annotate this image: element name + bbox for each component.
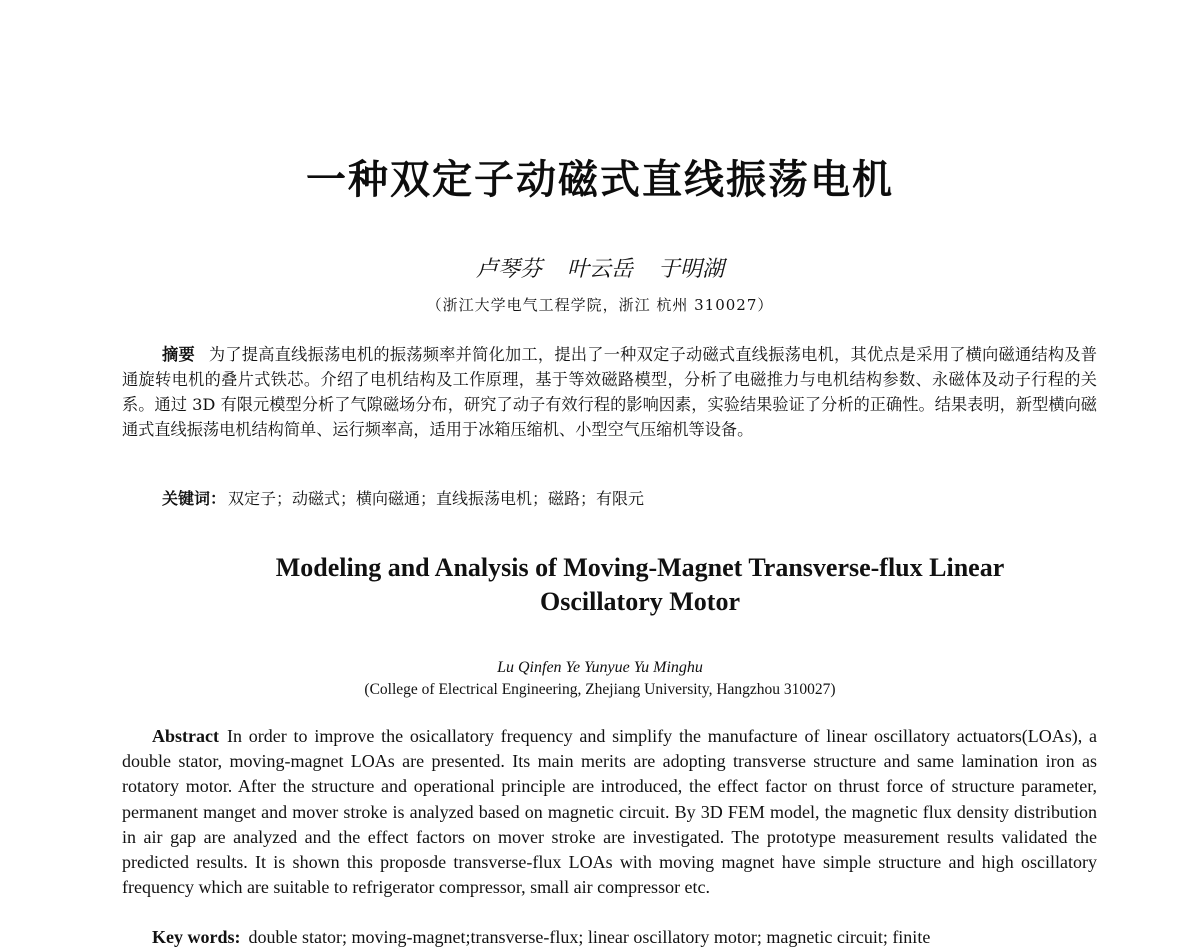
english-abstract-text: In order to improve the osicallatory frequency and simplify the manufacture of linear oscillatory actuators(LOAs), a double stator, moving-magnet LOAs are presented. Its main merits are adopting transverse structure and same lamination iron as rotatory motor. After the structure and operational principle are introduced, the effect factor on thrust force of structure parameter, permanent manget and mover stroke is analyzed based on magnetic circuit. By 3D FEM model, the magnetic flux density distribution in air gap are analyzed and the effect factors on mover stroke are investigated. The prototype measurement results validated the predicted results. It is shown this proposde transverse-flux LOAs with moving magnet have simple structure and high oscillatory frequency which are suitable to refrigerator compressor, small air compressor etc. [122,726,1097,898]
english-keywords-text: double stator; moving-magnet;transverse-flux; linear oscillatory motor; magnetic circuit; finite [248,927,931,947]
chinese-abstract-text: 为了提高直线振荡电机的振荡频率并简化加工，提出了一种双定子动磁式直线振荡电机，其优点是采用了横向磁通结构及普通旋转电机的叠片式铁芯。介绍了电机结构及工作原理，基于等效磁路模型，分析了电磁推力与电机结构参数、永磁体及动子行程的关系。通过 3D 有限元模型分析了气隙磁场分布，研究了动子有效行程的影响因素，实验结果验证了分析的正确性。结果表明，新型横向磁通式直线振荡电机结构简单、运行频率高，适用于冰箱压缩机、小型空气压缩机等设备。 [122,345,1097,439]
chinese-authors: 卢琴芬 叶云岳 于明湖 [476,257,724,282]
english-title [200,551,1080,619]
chinese-affiliation: （浙江大学电气工程学院，浙江 杭州 310027） [426,296,774,314]
chinese-keywords [162,486,1097,511]
english-title-line-1: Modeling and Analysis of Moving-Magnet Transverse-flux Linear [275,553,1005,582]
english-title-line-2: Oscillatory Motor [540,587,740,616]
chinese-abstract [122,342,1097,442]
english-affiliation: (College of Electrical Engineering, Zhejiang University, Hangzhou 310027) [364,681,836,698]
english-keywords-label: Key words: [152,927,241,947]
english-abstract [122,724,1097,900]
english-authors: Lu Qinfen Ye Yunyue Yu Minghu [497,659,703,676]
chinese-keywords-text: 双定子；动磁式；横向磁通；直线振荡电机；磁路；有限元 [228,489,645,508]
english-abstract-label: Abstract [152,726,219,746]
chinese-keywords-label: 关键词： [162,489,227,508]
chinese-title: 一种双定子动磁式直线振荡电机 [306,157,894,203]
chinese-abstract-label: 摘要 [162,345,195,364]
english-keywords [152,925,1097,950]
